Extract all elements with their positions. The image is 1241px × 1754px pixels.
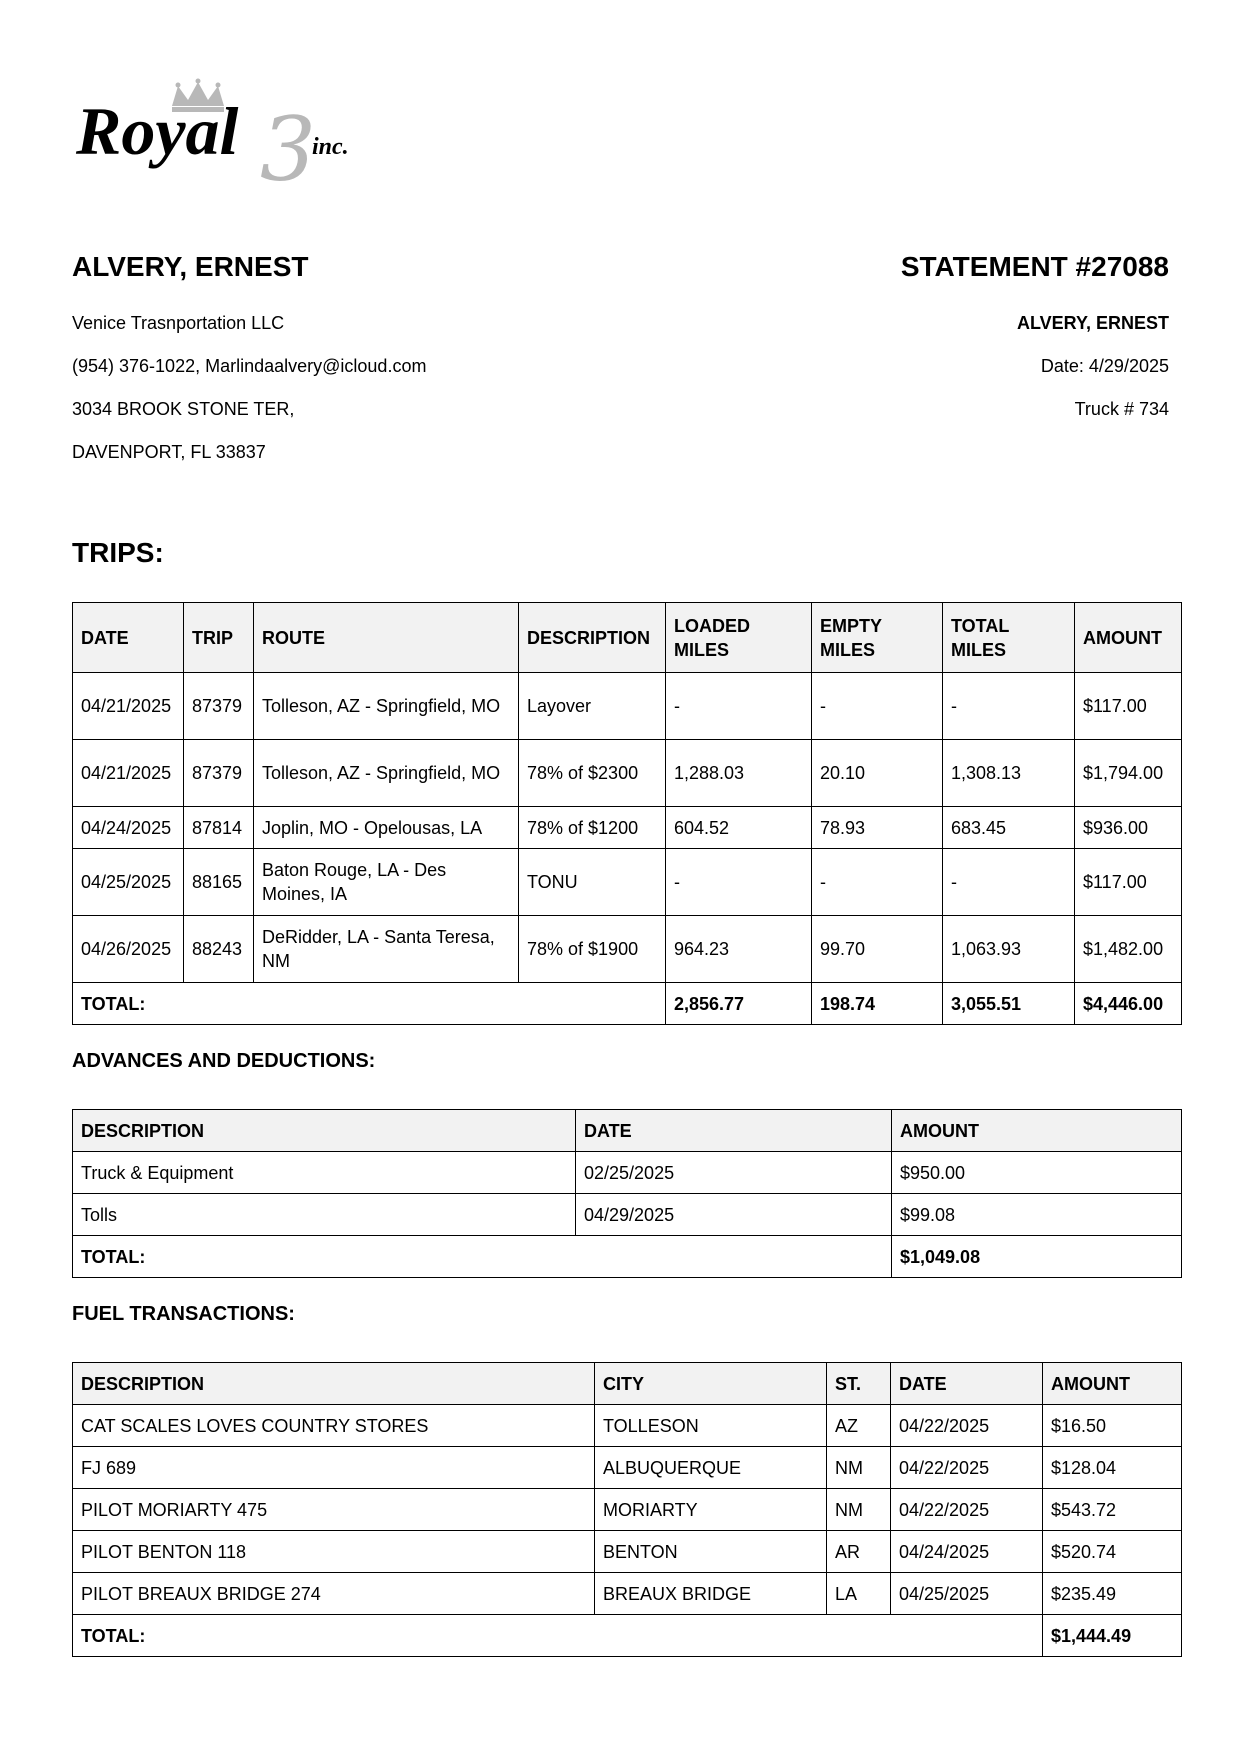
table-cell: $1,794.00 [1075,740,1182,807]
table-cell: 683.45 [943,807,1075,849]
total-amount: $4,446.00 [1075,983,1182,1025]
column-header: DATE [73,603,184,673]
table-row [73,1194,1182,1236]
table-cell: 04/24/2025 [891,1531,1043,1573]
table-row [73,807,1182,849]
crown-logo-graphic [74,78,394,188]
total-loaded-miles: 2,856.77 [666,983,812,1025]
table-cell: NM [827,1489,891,1531]
advances-table [72,1109,1182,1278]
column-header: DESCRIPTION [73,1363,595,1405]
logo-wordmark: Royal [76,93,239,169]
table-cell: 99.70 [812,916,943,983]
table-cell: DeRidder, LA - Santa Teresa, NM [254,916,519,983]
table-cell: Tolls [73,1194,576,1236]
table-cell: - [812,673,943,740]
table-cell: TONU [519,849,666,916]
table-cell: BENTON [595,1531,827,1573]
table-row [73,1573,1182,1615]
table-cell: Truck & Equipment [73,1152,576,1194]
address-line-2: DAVENPORT, FL 33837 [72,442,266,462]
column-header: ROUTE [254,603,519,673]
table-cell: TOLLESON [595,1405,827,1447]
column-header: CITY [595,1363,827,1405]
table-cell: $1,482.00 [1075,916,1182,983]
trips-header-row [73,603,1182,673]
table-cell: 1,308.13 [943,740,1075,807]
table-row [73,916,1182,983]
column-header: DATE [576,1110,892,1152]
table-cell: 964.23 [666,916,812,983]
table-cell: - [666,673,812,740]
advances-title: ADVANCES AND DEDUCTIONS: [72,1050,376,1072]
table-cell: 88243 [184,916,254,983]
table-cell: PILOT BREAUX BRIDGE 274 [73,1573,595,1615]
table-cell: 78% of $1900 [519,916,666,983]
table-cell: - [666,849,812,916]
table-cell: $950.00 [892,1152,1182,1194]
total-label: TOTAL: [73,1615,1043,1657]
column-header: DESCRIPTION [73,1110,576,1152]
column-header: TOTAL MILES [943,603,1075,673]
column-header: ST. [827,1363,891,1405]
driver-name: ALVERY, ERNEST [72,251,309,282]
logo-numeral: 3 [260,98,316,188]
statement-title: STATEMENT #27088 [900,251,1169,282]
table-cell: $99.08 [892,1194,1182,1236]
table-cell: 04/29/2025 [576,1194,892,1236]
total-amount: $1,049.08 [892,1236,1182,1278]
column-header: DESCRIPTION [519,603,666,673]
table-row [73,1152,1182,1194]
column-header: DATE [891,1363,1043,1405]
statement-name: ALVERY, ERNEST [1016,313,1169,333]
table-cell: $16.50 [1043,1405,1182,1447]
total-amount: $1,444.49 [1043,1615,1182,1657]
contact-info: (954) 376-1022, Marlindaalvery@icloud.com [72,356,427,376]
total-empty-miles: 198.74 [812,983,943,1025]
table-cell: $117.00 [1075,673,1182,740]
table-cell: 20.10 [812,740,943,807]
table-cell: 04/21/2025 [73,740,184,807]
table-cell: 87379 [184,673,254,740]
table-cell: CAT SCALES LOVES COUNTRY STORES [73,1405,595,1447]
total-label: TOTAL: [73,1236,892,1278]
table-cell: 04/25/2025 [73,849,184,916]
company-logo [74,78,394,188]
truck-number: Truck # 734 [1074,399,1169,419]
table-cell: 78.93 [812,807,943,849]
table-cell: Joplin, MO - Opelousas, LA [254,807,519,849]
table-cell: LA [827,1573,891,1615]
table-cell: AR [827,1531,891,1573]
statement-date: Date: 4/29/2025 [1040,356,1169,376]
table-cell: AZ [827,1405,891,1447]
trips-table [72,602,1182,1025]
table-row [73,1405,1182,1447]
table-cell: $117.00 [1075,849,1182,916]
table-row [73,740,1182,807]
table-cell: 1,288.03 [666,740,812,807]
table-cell: 87814 [184,807,254,849]
fuel-total-row [73,1615,1182,1657]
logo-suffix: inc. [312,134,349,160]
table-cell: 02/25/2025 [576,1152,892,1194]
table-cell: 78% of $1200 [519,807,666,849]
table-cell: $936.00 [1075,807,1182,849]
table-row [73,849,1182,916]
table-cell: $520.74 [1043,1531,1182,1573]
table-cell: 04/22/2025 [891,1405,1043,1447]
table-cell: ALBUQUERQUE [595,1447,827,1489]
table-cell: 04/25/2025 [891,1573,1043,1615]
table-cell: Baton Rouge, LA - Des Moines, IA [254,849,519,916]
table-row [73,1531,1182,1573]
column-header: LOADED MILES [666,603,812,673]
fuel-header-row [73,1363,1182,1405]
table-cell: 04/22/2025 [891,1489,1043,1531]
table-row [73,1447,1182,1489]
table-cell: - [812,849,943,916]
table-cell: 04/21/2025 [73,673,184,740]
column-header: AMOUNT [1075,603,1182,673]
company-name: Venice Trasnportation LLC [72,313,285,333]
table-cell: 04/26/2025 [73,916,184,983]
table-cell: FJ 689 [73,1447,595,1489]
table-cell: $128.04 [1043,1447,1182,1489]
total-label: TOTAL: [73,983,666,1025]
table-cell: - [943,673,1075,740]
table-cell: 04/24/2025 [73,807,184,849]
table-cell: MORIARTY [595,1489,827,1531]
trips-title: TRIPS: [72,537,164,568]
table-cell: - [943,849,1075,916]
table-cell: 78% of $2300 [519,740,666,807]
table-cell: BREAUX BRIDGE [595,1573,827,1615]
table-cell: $235.49 [1043,1573,1182,1615]
table-cell: Tolleson, AZ - Springfield, MO [254,673,519,740]
statement-info [669,250,1169,420]
table-cell: 1,063.93 [943,916,1075,983]
advances-header-row [73,1110,1182,1152]
table-row [73,1489,1182,1531]
table-cell: Layover [519,673,666,740]
fuel-table [72,1362,1182,1657]
table-cell: 87379 [184,740,254,807]
advances-total-row [73,1236,1182,1278]
table-cell: 88165 [184,849,254,916]
driver-info [72,250,672,463]
column-header: AMOUNT [1043,1363,1182,1405]
table-cell: Tolleson, AZ - Springfield, MO [254,740,519,807]
total-miles: 3,055.51 [943,983,1075,1025]
column-header: TRIP [184,603,254,673]
fuel-title: FUEL TRANSACTIONS: [72,1303,295,1325]
address-line-1: 3034 BROOK STONE TER, [72,399,295,419]
table-cell: 04/22/2025 [891,1447,1043,1489]
table-cell: 604.52 [666,807,812,849]
table-cell: PILOT MORIARTY 475 [73,1489,595,1531]
table-cell: PILOT BENTON 118 [73,1531,595,1573]
table-cell: NM [827,1447,891,1489]
table-cell: $543.72 [1043,1489,1182,1531]
column-header: EMPTY MILES [812,603,943,673]
column-header: AMOUNT [892,1110,1182,1152]
trips-total-row [73,983,1182,1025]
table-row [73,673,1182,740]
